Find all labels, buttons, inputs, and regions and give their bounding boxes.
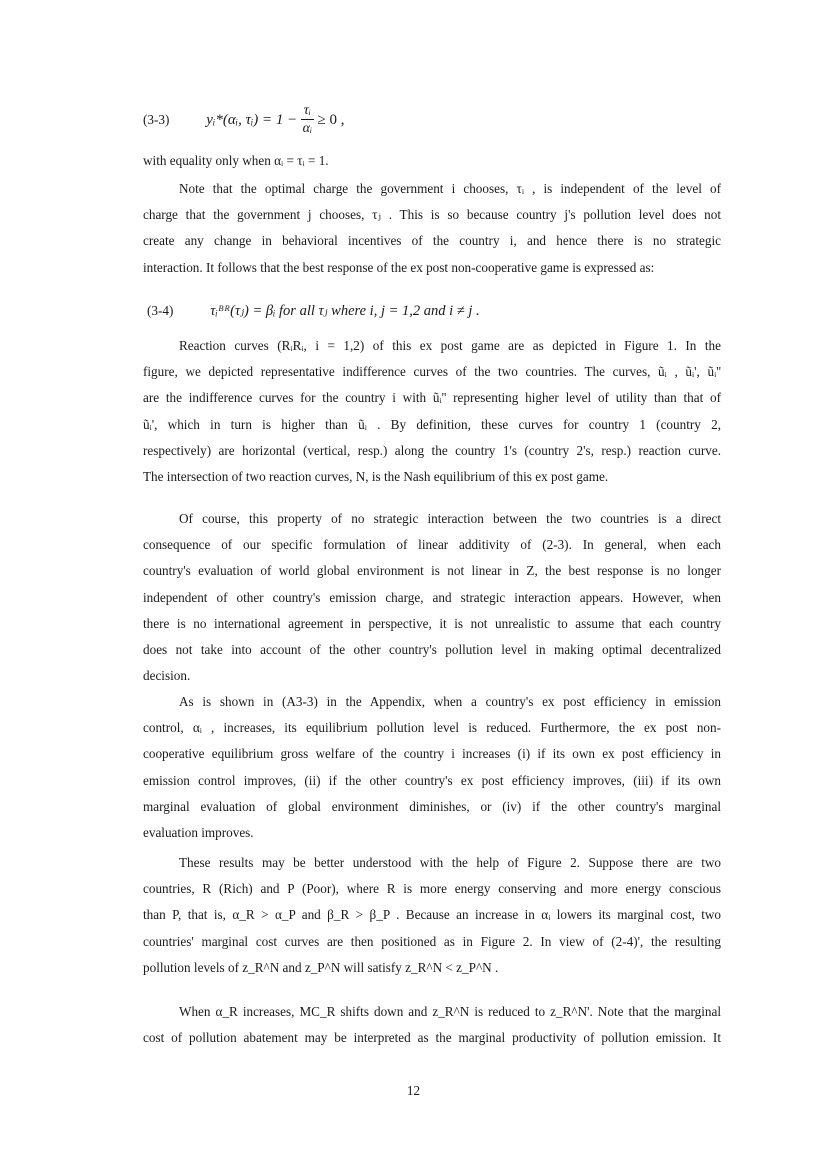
text-line: there is no international agreement in perspective, it is not unrealistic to assume that each country <box>143 615 721 631</box>
equation-fraction <box>301 103 315 138</box>
equation-3-3 <box>143 100 344 140</box>
text-line: cost of pollution abatement may be interpreted as the marginal productivity of pollution emission. It <box>143 1030 721 1046</box>
equation-label: (3-3) <box>143 112 170 127</box>
text-line: decision. <box>143 668 191 684</box>
text-line: interaction. It follows that the best response of the ex post non-cooperative game is expressed as: <box>143 259 655 275</box>
equation-3-4 <box>147 298 480 324</box>
text-line: are the indifference curves for the country i with ũᵢ'' representing higher level of utility than that of <box>143 390 721 406</box>
text-line: Note that the optimal charge the government i chooses, τᵢ , is independent of the level of <box>179 181 721 196</box>
text-line: charge that the government j chooses, τⱼ . This is so because country j's pollution level does not <box>143 207 721 223</box>
equation-label: (3-4) <box>147 303 174 318</box>
text-line: These results may be better understood with the help of Figure 2. Suppose there are two <box>179 855 721 870</box>
text-line: countries, R (Rich) and P (Poor), where R is more energy conserving and more energy conscious <box>143 881 721 897</box>
text-line: cooperative equilibrium gross welfare of the country i increases (i) if its own ex post efficiency in <box>143 746 721 762</box>
text-line: pollution levels of z_R^N and z_P^N will satisfy z_R^N < z_P^N . <box>143 959 499 975</box>
paragraph-4 <box>143 689 721 846</box>
text-line: marginal evaluation of global environment diminishes, or (iv) if the other country's marginal <box>143 798 721 814</box>
paragraph-6 <box>143 999 721 1051</box>
page-number: 12 <box>406 1083 421 1098</box>
text-line: respectively) are horizontal (vertical, resp.) along the country 1's (country 2's, resp.) reaction curve. <box>143 442 721 458</box>
fraction-denominator: αᵢ <box>302 121 313 137</box>
text-line: country's evaluation of world global environment is not linear in Z, the best response is no longer <box>143 563 721 579</box>
text-line: Reaction curves (RᵢRᵢ, i = 1,2) of this ex post game are as depicted in Figure 1. In the <box>179 338 721 353</box>
text-line: Of course, this property of no strategic interaction between the two countries is a direct <box>179 511 721 526</box>
equation-note: with equality only when αᵢ = τᵢ = 1. <box>143 153 329 168</box>
equation-body: τᵢᴮᴿ(τⱼ) = βᵢ for all τⱼ where i, j = 1,2 and i ≠ j . <box>210 303 480 319</box>
text-line: consequence of our specific formulation of linear additivity of (2-3). In general, when each <box>143 537 721 553</box>
text-line: than P, that is, α_R > α_P and β_R > β_P . Because an increase in αᵢ lowers its marginal cost, two <box>143 907 721 923</box>
text-line: figure, we depicted representative indifference curves of the two countries. The curves, ũᵢ , ũᵢ', ũᵢ'' <box>143 364 721 380</box>
text-line: create any change in behavioral incentives of the country i, and hence there is no strategic <box>143 233 721 249</box>
paragraph-3 <box>143 506 721 689</box>
text-line: The intersection of two reaction curves, N, is the Nash equilibrium of this ex post game. <box>143 468 609 484</box>
paragraph-1 <box>143 176 721 281</box>
paragraph-2 <box>143 333 721 490</box>
equation-rhs: ≥ 0 , <box>317 112 345 128</box>
text-line: ũᵢ', which in turn is higher than ũᵢ . By definition, these curves for country 1 (country 2, <box>143 416 721 432</box>
text-line: countries' marginal cost curves are then positioned as in Figure 2. In view of (2-4)', the resulting <box>143 933 721 949</box>
equation-lhs: yᵢ*(αᵢ, τᵢ) = 1 − <box>206 112 298 128</box>
text-line: When α_R increases, MC_R shifts down and z_R^N is reduced to z_R^N'. Note that the marginal <box>179 1004 721 1019</box>
text-line: evaluation improves. <box>143 824 254 840</box>
fraction-numerator: τᵢ <box>301 103 315 120</box>
text-line: does not take into account of the other country's pollution level in making optimal decentralized <box>143 641 721 657</box>
paragraph-5 <box>143 850 721 981</box>
text-line: emission control improves, (ii) if the other country's ex post efficiency improves, (iii) if its own <box>143 772 721 788</box>
text-line: independent of other country's emission charge, and strategic interaction appears. However, when <box>143 589 721 605</box>
text-line: As is shown in (A3-3) in the Appendix, when a country's ex post efficiency in emission <box>179 694 721 709</box>
text-line: control, αᵢ , increases, its equilibrium pollution level is reduced. Furthermore, the ex post non- <box>143 720 721 736</box>
